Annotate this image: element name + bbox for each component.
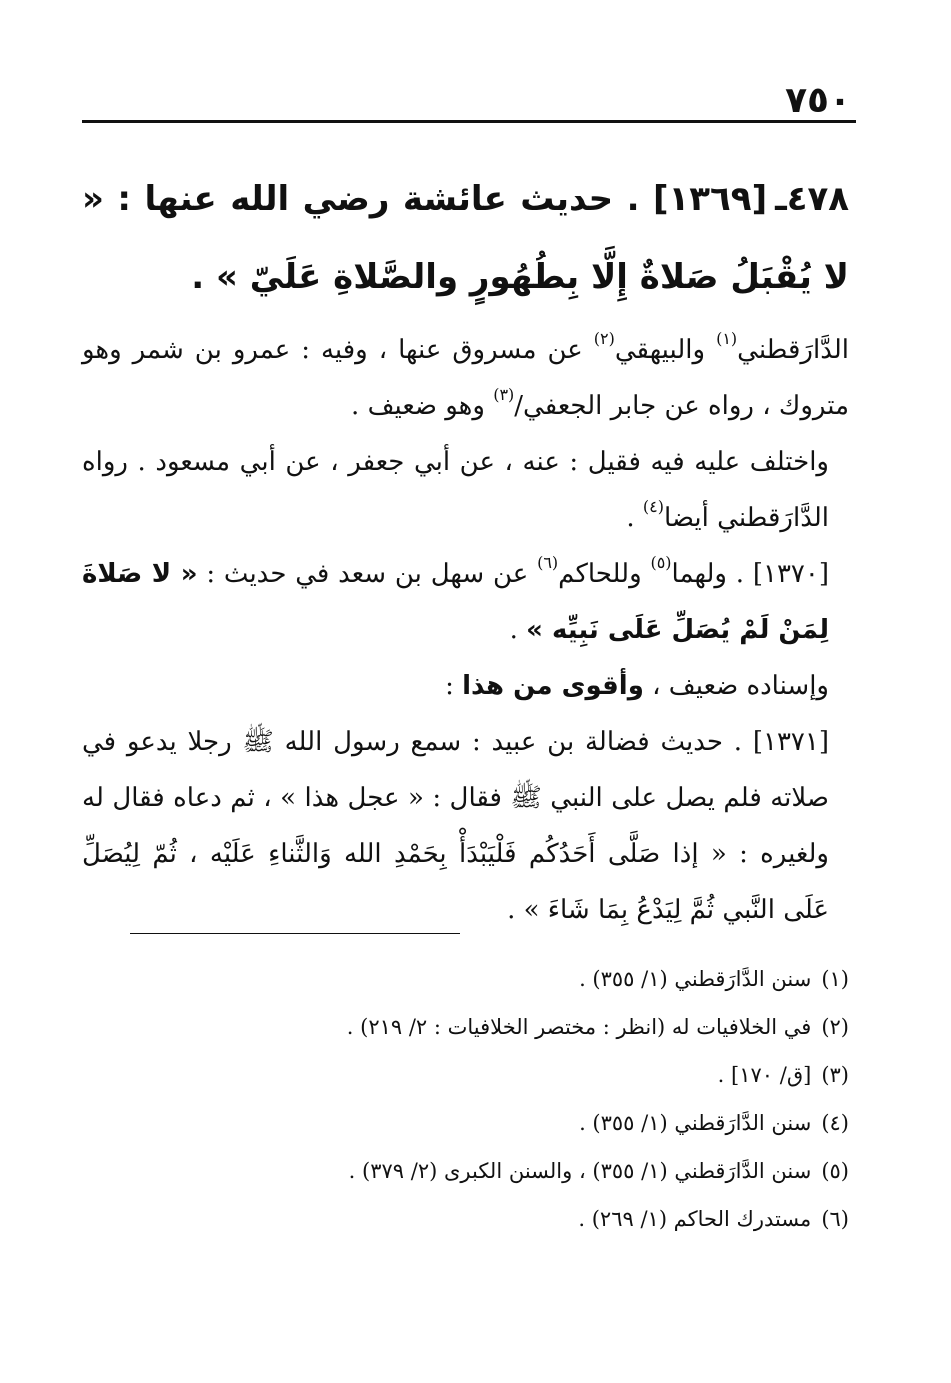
footnote-1 <box>82 955 849 1003</box>
footnote-label: (٣) <box>821 1063 849 1087</box>
entry-heading-text: [١٣٦٩] . حديث عائشة رضي الله عنها : « لا يُقْبَلُ صَلاةٌ إِلَّا بِطُهُورٍ والصَّلاةِ عَلَيّ » . <box>82 179 849 297</box>
footnote-ref-5[interactable]: (٥) <box>650 553 672 572</box>
page-number: ٧٥٠ <box>785 80 851 121</box>
p3-part-a: [١٣٧٠] . ولهما <box>671 559 829 589</box>
footnote-5 <box>82 1147 849 1195</box>
footnote-3 <box>82 1051 849 1099</box>
footnote-ref-1[interactable]: (١) <box>716 329 738 348</box>
p4-end: : <box>445 671 463 701</box>
footnote-label: (٤) <box>821 1111 849 1135</box>
paragraph-5: [١٣٧١] . حديث فضالة بن عبيد : سمع رسول الله ﷺ رجلا يدعو في صلاته فلم يصل على النبي ﷺ فقال : « عجل هذا » ، ثم دعاه فقال له ولغيره : « إذا صَلَّى أَحَدُكُم فَلْيَبْدَأْ بِحَمْدِ الله وَالثَّناءِ عَلَيْه ، ثُمّ لِيُصَلِّ عَلَى النَّبي ثُمَّ لِيَدْعُ بِمَا شَاءَ » . <box>82 727 829 925</box>
p3-part-b: وللحاكم <box>558 559 651 589</box>
footnotes <box>82 955 849 1243</box>
footnote-6 <box>82 1195 849 1243</box>
footnote-text: سنن الدَّارَقطني (١/ ٣٥٥) ، والسنن الكبرى (٢/ ٣٧٩) . <box>348 1159 812 1183</box>
paragraph-2 <box>82 434 849 546</box>
footnote-separator <box>130 933 460 934</box>
paragraph-1 <box>82 322 849 434</box>
p4-bold-phrase: وأقوى من هذا <box>462 671 644 701</box>
p3-part-c: عن سهل بن سعد في حديث : <box>197 559 538 589</box>
footnote-text: سنن الدَّارَقطني (١/ ٣٥٥) . <box>579 967 812 991</box>
p1-part-d: وهو ضعيف . <box>351 391 494 421</box>
p4-part-a: وإسناده ضعيف ، <box>643 671 829 701</box>
main-text <box>82 160 849 938</box>
p1-part-a: الدَّارَقطني <box>737 335 850 365</box>
footnote-text: [ق/ ١٧٠] . <box>717 1063 812 1087</box>
footnote-text: مستدرك الحاكم (١/ ٢٦٩) . <box>578 1207 812 1231</box>
footnote-label: (٢) <box>821 1015 849 1039</box>
paragraph-3 <box>82 546 849 658</box>
p3-hadith-quote: « لا صَلاةَ لِمَنْ لَمْ يُصَلِّ عَلَى نَبِيِّه » <box>82 559 829 645</box>
entry-heading <box>82 160 849 316</box>
footnote-ref-4[interactable]: (٤) <box>642 497 664 516</box>
footnote-label: (٦) <box>821 1207 849 1231</box>
footnote-4 <box>82 1099 849 1147</box>
p1-part-b: والبيهقي <box>614 335 717 365</box>
header-rule <box>82 120 856 123</box>
footnote-text: سنن الدَّارَقطني (١/ ٣٥٥) . <box>579 1111 812 1135</box>
p2-part-a: واختلف عليه فيه فقيل : عنه ، عن أبي جعفر ، عن أبي مسعود . رواه الدَّارَقطني أيضا <box>82 447 829 533</box>
footnote-text: في الخلافيات له (انظر : مختصر الخلافيات : ٢/ ٢١٩) . <box>346 1015 812 1039</box>
footnote-ref-3[interactable]: (٣) <box>493 385 515 404</box>
footnote-ref-2[interactable]: (٢) <box>593 329 615 348</box>
footnote-ref-6[interactable]: (٦) <box>537 553 559 572</box>
paragraph-4 <box>82 658 849 714</box>
footnote-2 <box>82 1003 849 1051</box>
footnote-label: (٥) <box>821 1159 849 1183</box>
p3-end: . <box>509 615 527 645</box>
footnote-label: (١) <box>821 967 849 991</box>
p1-part-c: عن مسروق عنها ، وفيه : عمرو بن شمر وهو متروك ، رواه عن جابر الجعفي/ <box>82 335 849 421</box>
p2-part-b: . <box>626 503 643 533</box>
entry-number: ٤٧٨ـ <box>775 179 849 219</box>
